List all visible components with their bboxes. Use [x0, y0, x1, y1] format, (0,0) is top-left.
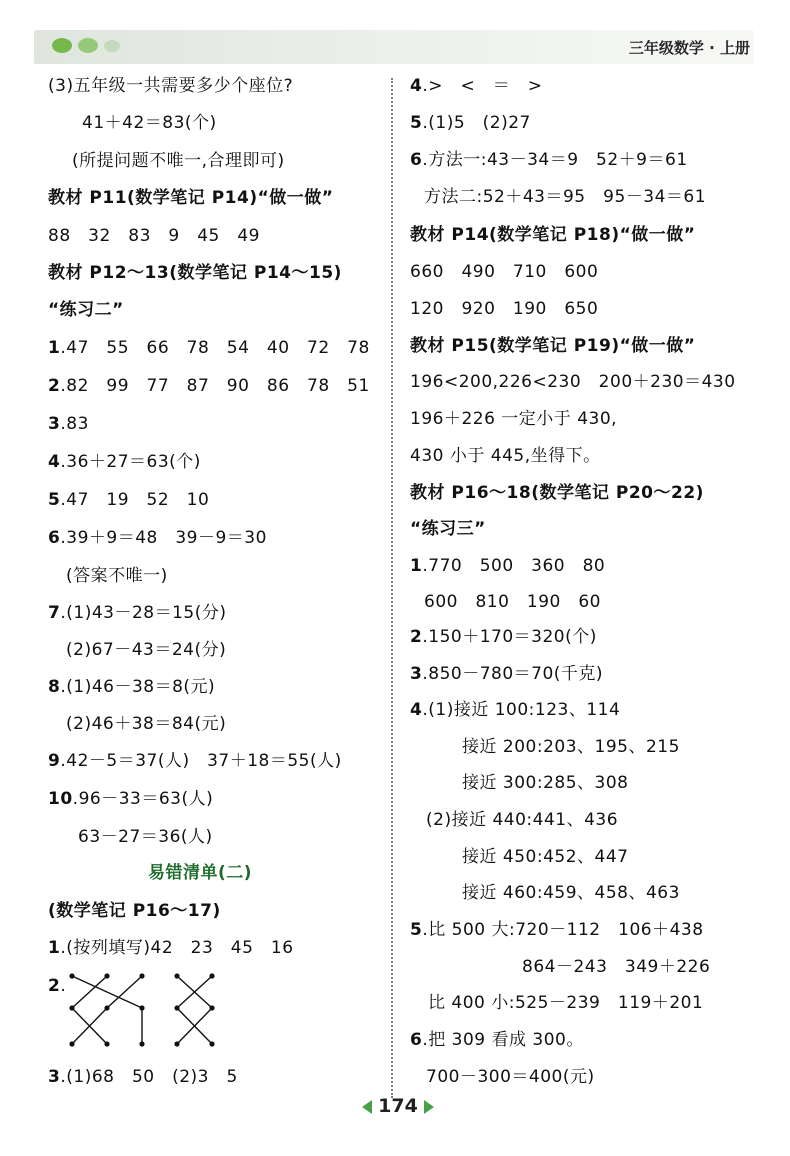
answer-item: 6.方法一:43－34＝9 52＋9＝61	[410, 150, 688, 170]
answer-item: 2.82 99 77 87 90 86 78 51	[48, 376, 370, 396]
section-heading: 教材 P16～18(数学笔记 P20～22)	[410, 483, 704, 503]
answer-item: 4.> < ＝ >	[410, 76, 543, 96]
answer-line: 700－300＝400(元)	[426, 1067, 595, 1087]
answer-item: 2.150＋170＝320(个)	[410, 627, 597, 647]
answer-line: 196＋226 一定小于 430,	[410, 409, 618, 429]
answer-line: (2)46＋38＝84(元)	[66, 714, 227, 734]
page-number-badge	[360, 1094, 436, 1118]
answer-item: 7.(1)43－28＝15(分)	[48, 603, 227, 623]
answer-item: 1.(按列填写)42 23 45 16	[48, 938, 294, 958]
answer-line: 430 小于 445,坐得下。	[410, 446, 601, 466]
section-title: 易错清单(二)	[148, 863, 253, 883]
answer-line: 接近 300:285、308	[462, 773, 629, 793]
section-heading: 教材 P11(数学笔记 P14)“做一做”	[48, 188, 334, 208]
matching-diagram	[62, 968, 222, 1050]
section-heading: 教材 P14(数学笔记 P18)“做一做”	[410, 225, 696, 245]
answer-line: 方法二:52＋43＝95 95－34＝61	[424, 187, 707, 207]
answer-line: 88 32 83 9 45 49	[48, 226, 260, 246]
answer-line: 63－27＝36(人)	[78, 827, 213, 847]
answer-line: 比 400 小:525－239 119＋201	[428, 993, 704, 1013]
answer-line: 864－243 349＋226	[522, 957, 711, 977]
answer-item: 10.96－33＝63(人)	[48, 789, 214, 809]
note-line: (答案不唯一)	[66, 566, 168, 586]
answer-line: 接近 450:452、447	[462, 847, 629, 867]
answer-line: 196<200,226<230 200＋230＝430	[410, 372, 736, 392]
answer-item: 1.770 500 360 80	[410, 556, 606, 576]
answer-line: 接近 460:459、458、463	[462, 883, 680, 903]
answer-line: 41＋42＝83(个)	[82, 113, 217, 133]
answer-item: 6.39＋9＝48 39－9＝30	[48, 528, 267, 548]
answer-line: 120 920 190 650	[410, 299, 599, 319]
answer-item: 5.(1)5 (2)27	[410, 113, 531, 133]
answer-line: (2)67－43＝24(分)	[66, 640, 227, 660]
decor-dot	[104, 40, 120, 52]
answer-item: 5.比 500 大:720－112 106＋438	[410, 920, 704, 940]
answer-item: 2.	[48, 976, 67, 996]
answer-line: 660 490 710 600	[410, 262, 599, 282]
section-heading: 教材 P12～13(数学笔记 P14～15)	[48, 263, 342, 283]
question-line: (3)五年级一共需要多少个座位?	[48, 76, 294, 96]
book-title: 三年级数学 · 上册	[628, 39, 750, 57]
answer-item: 8.(1)46－38＝8(元)	[48, 677, 216, 697]
section-heading: (数学笔记 P16～17)	[48, 901, 221, 921]
answer-item: 4.(1)接近 100:123、114	[410, 700, 621, 720]
triangle-right-icon	[424, 1100, 434, 1114]
section-heading: 教材 P15(数学笔记 P19)“做一做”	[410, 336, 696, 356]
answer-item: 6.把 309 看成 300。	[410, 1030, 584, 1050]
answer-line: 600 810 190 60	[424, 592, 601, 612]
answer-item: 9.42－5＝37(人) 37＋18＝55(人)	[48, 751, 342, 771]
column-divider	[391, 78, 393, 1098]
answer-item: 1.47 55 66 78 54 40 72 78	[48, 338, 370, 358]
section-heading: “练习三”	[410, 519, 486, 539]
answer-line: (2)接近 440:441、436	[426, 810, 619, 830]
section-heading: “练习二”	[48, 300, 124, 320]
decor-dot	[52, 38, 72, 53]
triangle-left-icon	[362, 1100, 372, 1114]
note-line: (所提问题不唯一,合理即可)	[72, 151, 285, 171]
answer-item: 3.(1)68 50 (2)3 5	[48, 1067, 238, 1087]
answer-item: 5.47 19 52 10	[48, 490, 210, 510]
decor-dot	[78, 38, 98, 53]
answer-item: 3.850－780＝70(千克)	[410, 664, 604, 684]
answer-line: 接近 200:203、195、215	[462, 737, 680, 757]
answer-item: 4.36＋27＝63(个)	[48, 452, 201, 472]
answer-item: 3.83	[48, 414, 89, 434]
page-number: 174	[378, 1095, 418, 1117]
